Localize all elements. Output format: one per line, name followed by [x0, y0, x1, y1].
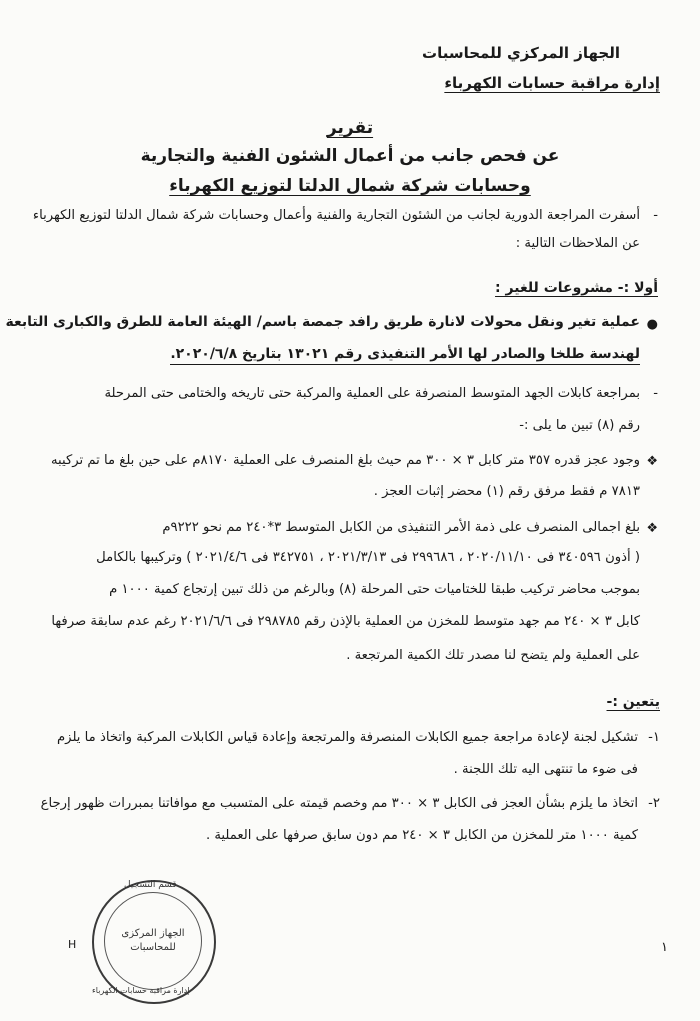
rec-1-line-1: تشكيل لجنة لإعادة مراجعة جميع الكابلات المنصرفة والمرتجعة وإعادة قياس الكابلات المركبة واتخاذ ما يلزم: [57, 730, 638, 745]
department-name: إدارة مراقبة حسابات الكهرباء: [444, 74, 660, 92]
report-subtitle-2: وحسابات شركة شمال الدلتا لتوزيع الكهرباء: [169, 176, 531, 196]
finding-2-line-1: بلغ اجمالى المنصرف على ذمة الأمر التنفيذى من الكابل المتوسط ٣*٢٤٠ مم نحو ٩٢٢٢م: [162, 520, 640, 535]
finding-2-line-5: على العملية ولم يتضح لنا مصدر تلك الكمية المرتجعة .: [346, 648, 640, 663]
section-1-heading: أولا :- مشروعات للغير :: [495, 280, 658, 296]
report-title: تقرير: [326, 118, 374, 138]
intro-line-1: أسفرت المراجعة الدورية لجانب من الشئون التجارية والفنية وأعمال وحسابات شركة شمال الدلتا لتوزيع الكهرباء: [32, 208, 640, 223]
report-subtitle-1: عن فحص جانب من أعمال الشئون الفنية والتجارية: [140, 146, 560, 166]
finding-1-line-1: وجود عجز قدره ٣٥٧ متر كابل ٣ × ٣٠٠ مم حيث بلغ المنصرف على العملية ٨١٧٠م على حين بلغ ما تم تركيبه: [50, 453, 640, 468]
section-2-heading: يتعين :-: [606, 694, 660, 710]
intro-dash: -: [653, 208, 658, 223]
intro-line-2: عن الملاحظات التالية :: [515, 236, 640, 251]
review-line-1: بمراجعة كابلات الجهد المتوسط المنصرفة على العملية والمركبة حتى تاريخه والختامى حتى المرحلة: [104, 386, 640, 401]
finding-1-line-2: ٧٨١٣ م فقط مرفق رقم (١) محضر إثبات العجز .: [373, 484, 640, 499]
rec-2-line-1: اتخاذ ما يلزم بشأن العجز فى الكابل ٣ × ٣٠٠ مم وخصم قيمته على المتسبب مع موافاتنا بمبررات ظهور إرجاع: [40, 796, 638, 811]
finding-2-line-2: ( أذون ٣٤٠٥٩٦ فى ٢٠٢٠/١١/١٠ ، ٢٩٩٦٨٦ فى ٢٠٢١/٣/١٣ ، ٣٤٢٧٥١ فى ٢٠٢١/٤/٦ ) وتركيبها بالكامل: [96, 550, 640, 565]
footer-letter-mark: H: [68, 938, 77, 951]
stamp-ring-bottom-text: إدارة مراقبة حسابات الكهرباء: [92, 986, 190, 995]
review-line-2: رقم (٨) تبين ما يلى :-: [519, 418, 640, 433]
rec-1-line-2: فى ضوء ما تنتهى اليه تلك اللجنة .: [453, 762, 638, 777]
project-line-2: لهندسة طلخا والصادر لها الأمر التنفيذى رقم ١٣٠٢١ بتاريخ ٢٠٢٠/٦/٨.: [170, 346, 640, 365]
finding-2-line-4: كابل ٣ × ٢٤٠ مم جهد متوسط للمخزن من العملية بالإذن رقم ٢٩٨٧٨٥ فى ٢٠٢١/٦/٦ رغم عدم سابقة صرفها: [51, 614, 640, 629]
rec-1-number: ١-: [648, 730, 660, 745]
page-number: ١: [661, 940, 668, 955]
official-stamp: [92, 880, 216, 1004]
project-line-1: عملية تغير ونقل محولات لانارة طريق رافد جمصة باسم/ الهيئة العامة للطرق والكبارى التابعة: [5, 314, 640, 330]
finding-2-line-3: بموجب محاضر تركيب طبقا للختاميات حتى المرحلة (٨) وبالرغم من ذلك تبين إرتجاع كمية ١٠٠٠ م: [109, 582, 640, 597]
stamp-inner-circle: [104, 892, 202, 990]
rec-2-number: ٢-: [648, 796, 660, 811]
stamp-center-line-2: للمحاسبات: [130, 942, 176, 953]
org-name: الجهاز المركزي للمحاسبات: [422, 44, 620, 62]
stamp-center-line-1: الجهاز المركزى: [121, 928, 185, 939]
rec-2-line-2: كمية ١٠٠٠ متر للمخزن من الكابل ٣ × ٢٤٠ مم دون سابق صرفها على العملية .: [205, 828, 638, 843]
finding-2-bullet: ❖: [646, 521, 658, 536]
stamp-ring-top-text: قسم التسجيل: [124, 880, 177, 890]
finding-1-bullet: ❖: [646, 454, 658, 469]
review-dash: -: [653, 386, 658, 401]
project-bullet: ●: [646, 317, 658, 332]
